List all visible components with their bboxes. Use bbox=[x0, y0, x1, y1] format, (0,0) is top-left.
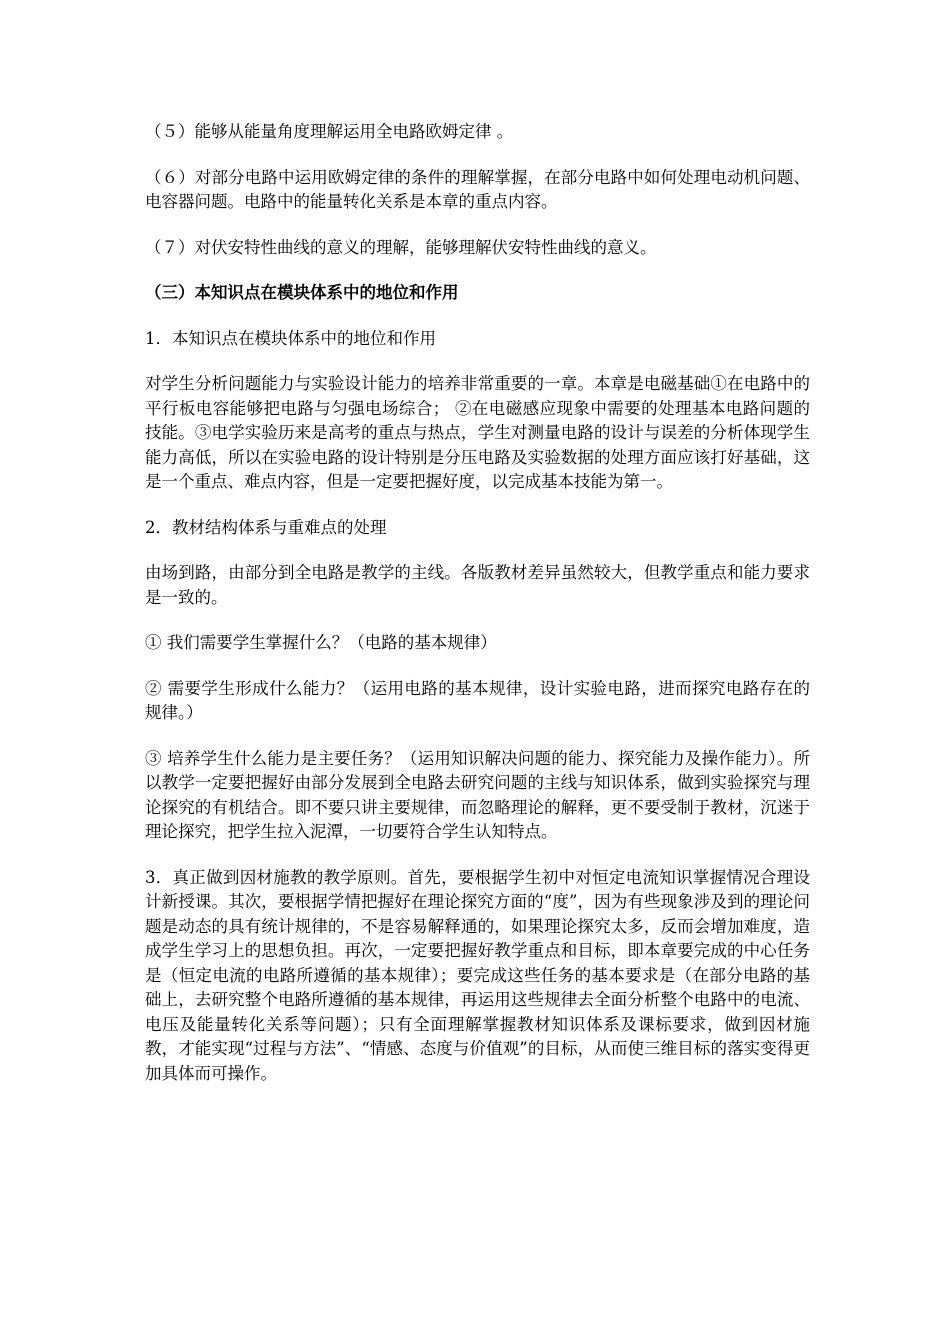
paragraph-main-line: 由场到路，由部分到全电路是教学的主线。各版教材差异虽然较大，但教学重点和能力要求是一致的。 bbox=[145, 563, 810, 607]
subheading-2: 2．教材结构体系与重难点的处理 bbox=[145, 517, 387, 537]
paragraph-item-7: （７）对伏安特性曲线的意义的理解，能够理解伏安特性曲线的意义。 bbox=[145, 237, 657, 257]
document-page bbox=[145, 120, 810, 1107]
question-2: ② 需要学生形成什么能力？（运用电路的基本规律，设计实验电路，进而探究电路存在的规律。） bbox=[145, 678, 810, 722]
subheading-1: 1．本知识点在模块体系中的地位和作用 bbox=[145, 328, 436, 348]
paragraph-role: 对学生分析问题能力与实验设计能力的培养非常重要的一章。本章是电磁基础①在电路中的平行板电容能够把电路与匀强电场综合； ②在电磁感应现象中需要的处理基本电路问题的技能。③电学实验历来是高考的重点与热点，学生对测量电路的设计与误差的分析体现学生能力高低，所以在实验电路的设计特别是分压电路及实验数据的处理方面应该打好基础，这是一个重点、难点内容，但是一定要把握好度，以完成基本技能为第一。 bbox=[145, 374, 810, 491]
section-heading: （三）本知识点在模块体系中的地位和作用 bbox=[145, 283, 459, 302]
paragraph-item-6: （６）对部分电路中运用欧姆定律的条件的理解掌握，在部分电路中如何处理电动机问题、电容器问题。电路中的能量转化关系是本章的重点内容。 bbox=[145, 167, 810, 211]
paragraph-item-5: （５）能够从能量角度理解运用全电路欧姆定律 。 bbox=[145, 122, 514, 141]
question-3: ③ 培养学生什么能力是主要任务？（运用知识解决问题的能力、探究能力及操作能力）。所以教学一定要把握好由部分发展到全电路去研究问题的主线与知识体系，做到实验探究与理论探究的有机结合。即不要只讲主要规律，而忽略理论的解释，更不要受制于教材，沉迷于理论探究，把学生拉入泥潭，一切要符合学生认知特点。 bbox=[145, 748, 810, 841]
question-1: ① 我们需要学生掌握什么？（电路的基本规律） bbox=[145, 633, 497, 652]
paragraph-principle-3: 3．真正做到因材施教的教学原则。首先，要根据学生初中对恒定电流知识掌握情况合理设计新授课。其次，要根据学情把握好在理论探究方面的“度”，因为有些现象涉及到的理论问题是动态的具有统计规律的，不是容易解释通的，如果理论探究太多，反而会增加难度，造成学生学习上的思想负担。再次，一定要把握好教学重点和目标，即本章要完成的中心任务是（恒定电流的电路所遵循的基本规律）；要完成这些任务的基本要求是（在部分电路的基础上，去研究整个电路所遵循的基本规律，再运用这些规律去全面分析整个电路中的电流、电压及能量转化关系等问题）；只有全面理解掌握教材知识体系及课标要求，做到因材施教，才能实现“过程与方法”、“情感、态度与价值观”的目标，从而使三维目标的落实变得更加具体而可操作。 bbox=[145, 867, 810, 1083]
